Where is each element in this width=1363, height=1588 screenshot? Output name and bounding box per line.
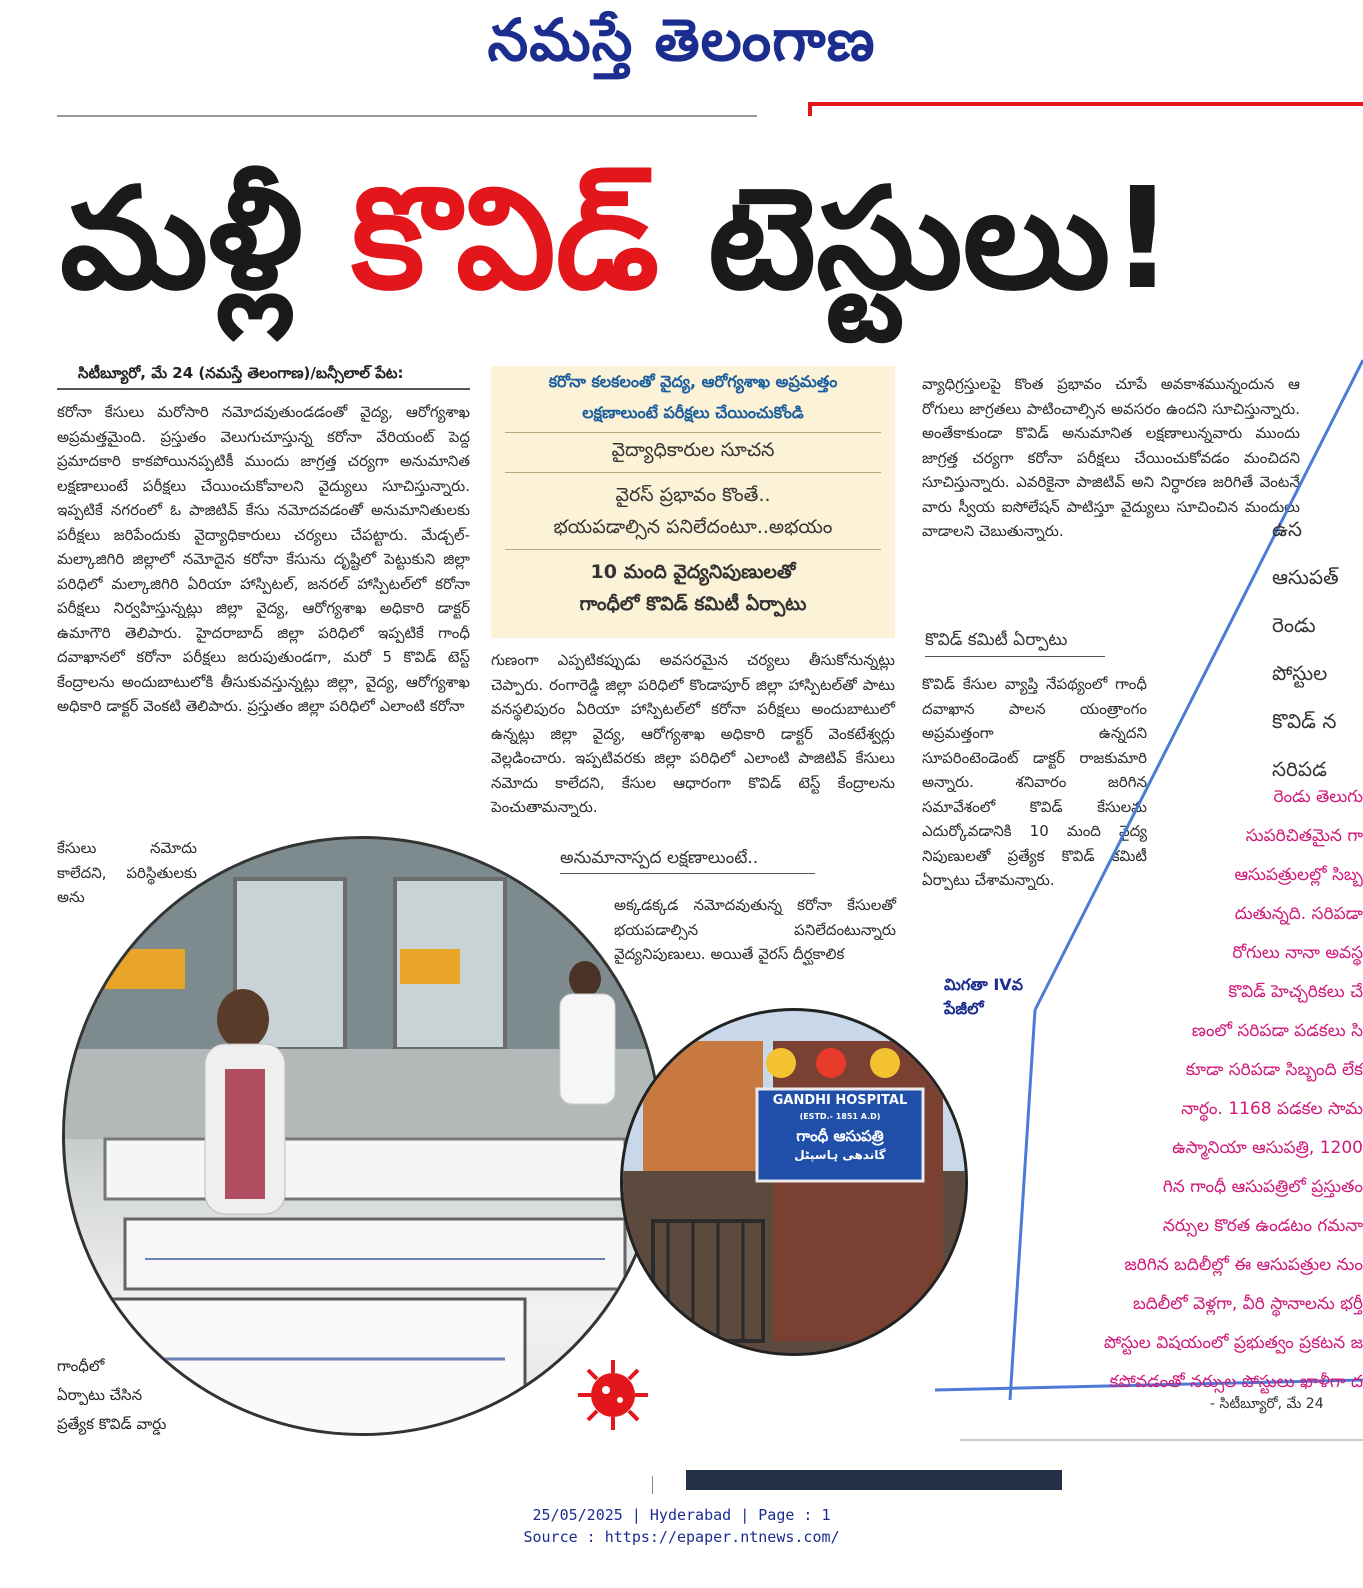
pink-line: ఆసుపత్రులల్లో సిబ్బ xyxy=(1234,865,1363,885)
sign-line-1: GANDHI HOSPITAL xyxy=(772,1093,908,1108)
sign-line-4: گاندھی ہاسپٹل xyxy=(794,1148,886,1162)
pink-line: ణంలో సరిపడా పడకలు సి xyxy=(1191,1021,1363,1041)
box-line-5a: 10 మంది వైద్యనిపుణులతో xyxy=(590,561,796,583)
ward-illustration xyxy=(65,839,662,1436)
hospital-sign-illustration xyxy=(623,1011,968,1356)
subhead-symptoms: అనుమానాస్పద లక్షణాలుంటే.. xyxy=(560,848,759,868)
pink-line: సుపరిచితమైన గా xyxy=(1245,826,1363,846)
headline-part2: కొవిడ్ xyxy=(351,158,660,321)
hospital-sign-text xyxy=(757,1093,923,1163)
cutoff-line: సరిపడ xyxy=(1272,757,1327,781)
side-article-pink xyxy=(1020,778,1363,1402)
cutoff-line: పోస్టుల xyxy=(1272,661,1328,685)
continued-note: మిగతా IVవ పేజీలో xyxy=(944,975,1024,1018)
headline-part1: మళ్లీ xyxy=(60,158,303,321)
pink-line: జరిగిన బదిలీల్లో ఈ ఆసుపత్రుల నుం xyxy=(1124,1255,1363,1275)
article-column-1: కరోనా కేసులు మరోసారి నమోదవుతుండడంతో వైద్య, ఆరోగ్యశాఖ అప్రమత్తమైంది. ప్రస్తుతం వెలుగుచూస్తున్న కరోనా వేరియంట్ పెద్ద ప్రమాదకారి కాకపోయినప్పటికీ ముందు జాగ్రత్త చర్యగా అనుమానిత లక్షణాలుంటే పరీక్షలు చేయించుకోవాలని వైద్యులు సూచిస్తున్నారు. ఇప్పటికే నగరంలో ఓ పాజిటివ్ కేసు నమోదవడంతో అనుమానితులకు పరీక్షలు జరిపేందుకు వైద్యాధికారులు చర్యలు చేపట్టారు. మేడ్చల్-మల్కాజిగిరి జిల్లాలో నమోదైన కరోనా కేసును దృష్టిలో పెట్టుకుని జిల్లా పరిధిలో మల్కాజిగిరి ఏరియా హాస్పిటల్, జనరల్ హాస్పిటల్‌లో కరోనా పరీక్షలు నిర్వహిస్తున్నట్లు జిల్లా వైద్య, ఆరోగ్యశాఖ అధికారి డాక్టర్ ఉమాగౌరి తెలిపారు. హైదరాబాద్ జిల్లా పరిధిలో ఇప్పటికే గాంధీ దవాఖానలో కరోనా పరీక్షలు జరుపుతుండగా, మరో 5 కొవిడ్ టెస్ట్ కేంద్రాలను అందుబాటులోకి తీసుకువస్తున్నట్లు జిల్లా, వైద్య, ఆరోగ్యశాఖ అధికారి డాక్టర్ వెంకటి తెలిపారు. ప్రస్తుతం జిల్లా పరిధిలో ఎలాంటి కరోనా xyxy=(57,403,470,715)
masthead-logo: నమస్తే తెలంగాణ xyxy=(487,6,876,74)
column-divider xyxy=(652,1476,653,1494)
pink-line: బదిలీలో వెళ్లగా, వీరి స్థానాలను భర్తీ xyxy=(1133,1294,1363,1314)
caption-line: గాంధీలో xyxy=(57,1357,105,1375)
article-column-1-tail: కేసులు నమోదు కాలేదని, పరిస్థితులకు అను xyxy=(57,839,197,906)
pink-line: రోగులు నానా అవస్థ xyxy=(1232,943,1363,963)
box-kicker: కరోనా కలకలంతో వైద్య, ఆరోగ్యశాఖ అప్రమత్తం xyxy=(548,372,838,391)
cutoff-column xyxy=(1272,505,1363,793)
photo-caption xyxy=(57,1352,207,1439)
pink-line: రెండు తెలుగు xyxy=(1273,787,1363,807)
pink-line: కపోవడంతో నర్సుల పోస్టులు ఖాళీగా ద xyxy=(1109,1372,1363,1392)
cutoff-line: ఉస xyxy=(1272,517,1302,541)
dateline: సిటీబ్యూరో, మే 24 (నమస్తే తెలంగాణ)/బన్సీలాల్ పేట: xyxy=(78,364,404,382)
gandhi-hospital-photo xyxy=(620,1008,968,1356)
box-line-3: వైద్యాధికారుల సూచన xyxy=(611,439,775,461)
caption-line: ప్రత్యేక కొవిడ్ వార్డు xyxy=(57,1415,167,1433)
cutoff-line: రెండు xyxy=(1272,613,1316,637)
pink-line: కూడా సరిపడా సిబ్బంది లేక xyxy=(1185,1060,1363,1080)
byline: - సిటీబ్యూరో, మే 24 xyxy=(1210,1396,1324,1412)
next-article-image-strip xyxy=(686,1470,1062,1490)
article-column-3-tail: కొవిడ్ కేసుల వ్యాప్తి నేపథ్యంలో గాంధీ దవాఖాన పాలన యంత్రాంగం అప్రమత్తంగా ఉన్నదని సూపరింటెండెంట్ డాక్టర్ రాజకుమారి అన్నారు. శనివారం జరిగిన సమావేశంలో కొవిడ్ కేసులను ఎదుర్కోవడానికి 10 మంది వైద్య నిపుణులతో ప్రత్యేక కొవిడ్ కమిటీ ఏర్పాటు చేశామన్నారు. xyxy=(922,675,1147,889)
caption-line: ఏర్పాటు చేసిన xyxy=(57,1386,143,1404)
pink-line: నర్సుల కొరత ఉండటం గమనా xyxy=(1162,1216,1363,1236)
article-column-3: వ్యాధిగ్రస్తులపై కొంత ప్రభావం చూపే అవకాశమున్నందున ఆ రోగులు జాగ్రతలు పాటించాల్సిన అవసరం ఉందని సూచిస్తున్నారు. అంతేకాకుండా కొవిడ్ అనుమానిత లక్షణాలున్నవారు ముందు జాగ్రత్త చర్యగా కరోనా పరీక్షలు చేయించుకోవడం మంచిదని సూచిస్తున్నారు. ఎవరికైనా పాజిటివ్ అని నిర్ధారణ జరిగితే వెంటనే వారు స్వీయ ఐసోలేషన్ పాటిస్తూ వైద్యులు సూచించిన మందులు వాడాలని చెబుతున్నారు. xyxy=(922,375,1300,540)
cutoff-line: కొవిడ్ న xyxy=(1272,709,1337,733)
cutoff-line: ఆసుపత్ xyxy=(1272,565,1339,589)
pink-line: ఉస్మానియా ఆసుపత్రి, 1200 xyxy=(1172,1138,1363,1158)
article-column-2: గుణంగా ఎప్పటికప్పుడు అవసరమైన చర్యలు తీసుకోనున్నట్లు చెప్పారు. రంగారెడ్డి జిల్లా పరిధిలో కొండాపూర్ జిల్లా హాస్పిటల్‌తో పాటు వనస్థలిపురం ఏరియా హాస్పిటల్‌లో కరోనా పరీక్షలు అందుబాటులో ఉన్నట్లు జిల్లా వైద్య, ఆరోగ్యశాఖ అధికారి డాక్టర్ వెంకటేశ్వర్లు వెల్లడించారు. ఇప్పటివరకు జిల్లా పరిధిలో ఎలాంటి పాజిటివ్ కేసులు నమోదు కాలేదని, కేసుల ఆధారంగా కొవిడ్ టెస్ట్ కేంద్రాలను పెంచుతామన్నారు. xyxy=(491,651,895,816)
footer-source-line: Source : https://epaper.ntnews.com/ xyxy=(523,1528,840,1546)
pink-line: కొవిడ్ హెచ్చరికలు చే xyxy=(1228,982,1363,1002)
box-line-4a: వైరస్ ప్రభావం కొంతే.. xyxy=(615,484,771,506)
box-subhead: లక్షణాలుంటే పరీక్షలు చేయించుకోండి xyxy=(582,403,804,422)
subhead-committee: కొవిడ్ కమిటీ ఏర్పాటు xyxy=(925,630,1068,650)
article-column-2-tail: అక్కడక్కడ నమోదవుతున్న కరోనా కేసులతో భయపడాల్సిన పనిలేదంటున్నారు వైద్యనిపుణులు. అయితే వైరస్ దీర్ఘకాలిక xyxy=(614,896,896,963)
sign-line-3: గాంధీ ఆసుపత్రి xyxy=(796,1127,884,1145)
pink-line: గిన గాంధీ ఆసుపత్రిలో ప్రస్తుతం xyxy=(1162,1177,1363,1197)
pink-line: నార్థం. 1168 పడకల సామ xyxy=(1181,1099,1363,1119)
sign-line-2: (ESTD.- 1851 A.D) xyxy=(799,1112,881,1121)
headline-part3: టెస్టులు! xyxy=(707,158,1175,321)
virus-icon xyxy=(576,1358,650,1432)
page-footer xyxy=(0,1504,1363,1548)
footer-date-line: 25/05/2025 | Hyderabad | Page : 1 xyxy=(532,1506,831,1524)
box-line-4b: భయపడాల్సిన పనిలేదంటూ..అభయం xyxy=(553,516,833,538)
pink-line: దుతున్నది. సరిపడా xyxy=(1234,904,1363,924)
covid-ward-photo xyxy=(62,836,662,1436)
box-line-5b: గాంధీలో కొవిడ్ కమిటీ ఏర్పాటు xyxy=(579,593,807,615)
pink-line: పోస్టుల విషయంలో ప్రభుత్వం ప్రకటన జ xyxy=(1103,1333,1363,1353)
